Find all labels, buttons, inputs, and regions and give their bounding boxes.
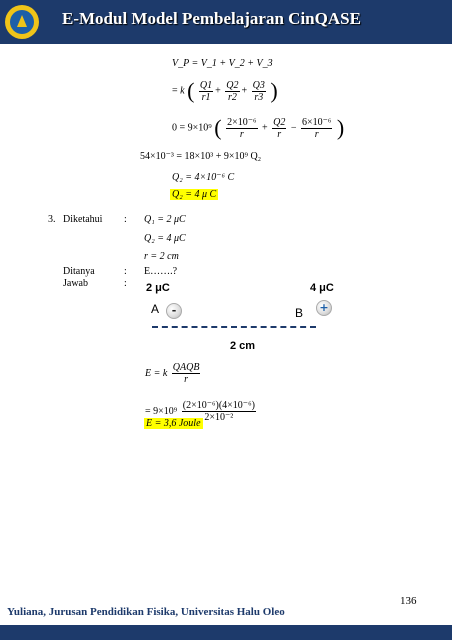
field-result-highlight: E = 3,6 Joule <box>146 418 201 429</box>
zero-potential-equation: 0 = 9×10⁹ ( $\frac{\text{2×10⁻⁶}}{r}$ + $\frac{Q2}{r}$ − $\frac{\text{6×10⁻⁶}}{r}$ ) <box>172 115 345 140</box>
university-logo-icon <box>5 5 39 39</box>
known-label: Diketahui <box>63 214 103 225</box>
footer-bar <box>0 625 452 640</box>
header-bar <box>0 0 452 44</box>
answer-label: Jawab <box>63 278 88 289</box>
asked-label: Ditanya <box>63 266 95 277</box>
q2-value-equation: Q₂ = 4×10⁻⁶ C <box>172 172 235 183</box>
minus-sign-icon: - <box>171 304 177 317</box>
charge-b-value-label: 4 μC <box>310 282 334 294</box>
distance-label: 2 cm <box>230 340 256 352</box>
page-number: 136 <box>400 595 417 607</box>
negative-charge-a-icon <box>166 303 182 319</box>
field-substitution: = 9×10⁹ $\frac{\text{(2×10⁻⁶)(4×10⁻⁶)}}{\text{2×10⁻²}}$ <box>145 400 255 423</box>
footer-author: Yuliana, Jurusan Pendidikan Fisika, Universitas Halu Oleo <box>7 606 285 618</box>
given-distance: r = 2 cm <box>144 251 179 262</box>
asked-colon: : <box>124 266 127 277</box>
point-a-label: A <box>151 302 160 316</box>
problem-number: 3. <box>48 214 56 225</box>
field-formula: E = k $\frac{\text{QAQB}}{r}$ <box>145 362 200 385</box>
distance-dashed-line <box>152 326 316 328</box>
page-title: E-Modul Model Pembelajaran CinQASE <box>62 9 361 28</box>
charge-solve-equation: 54×10⁻³ = 18×10³ + 9×10⁹ Q₂ <box>140 151 262 162</box>
potential-sum-equation: V_P = V_1 + V_2 + V_3 <box>172 58 273 69</box>
positive-charge-b-icon <box>316 300 332 316</box>
point-b-label: B <box>295 306 304 320</box>
asked-value: E…….? <box>144 266 178 277</box>
given-q1: Q₁ = 2 μC <box>144 214 186 225</box>
potential-k-equation: = k ( $\frac{Q1}{r1}$ + $\frac{Q2}{r2}$ + $\frac{Q3}{r3}$ ) <box>172 78 278 103</box>
plus-sign-icon: + <box>319 301 329 314</box>
known-colon: : <box>124 214 127 225</box>
answer-colon: : <box>124 278 127 289</box>
charge-a-value-label: 2 μC <box>146 282 170 294</box>
q2-result-highlight: Q₂ = 4 μ C <box>172 189 217 200</box>
given-q2: Q₂ = 4 μC <box>144 233 186 244</box>
